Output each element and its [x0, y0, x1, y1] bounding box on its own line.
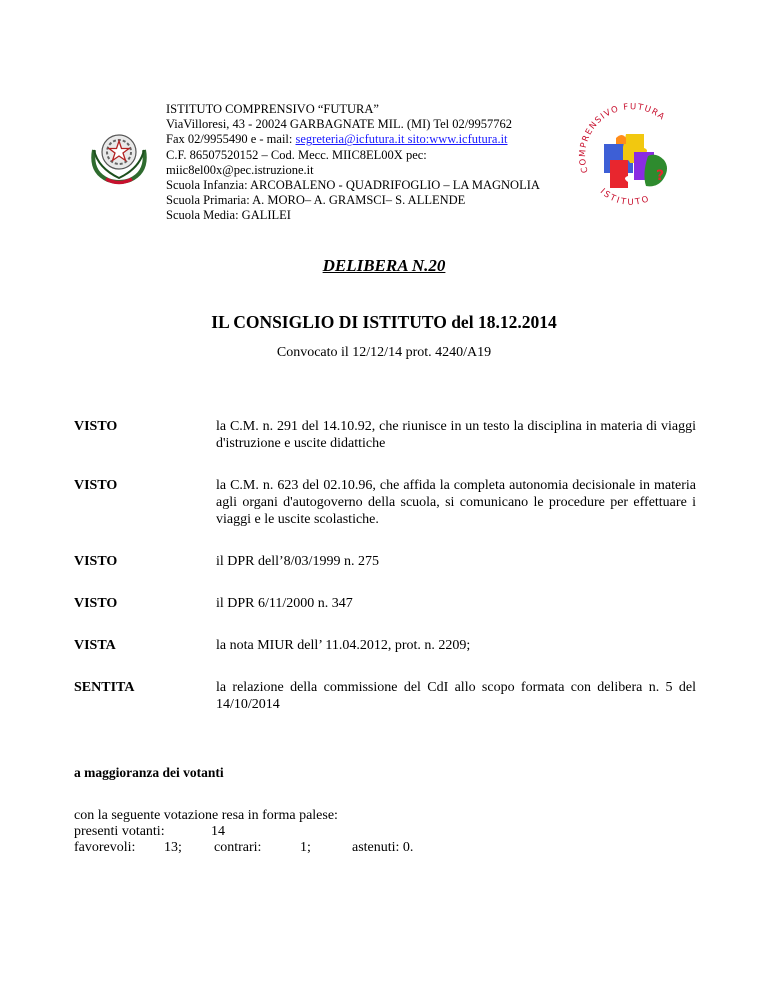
istituto-futura-logo-icon — [574, 100, 688, 214]
svg-text:?: ? — [656, 168, 665, 184]
convocation-text: Convocato il 12/12/14 prot. 4240/A19 — [276, 345, 492, 360]
premises-list — [74, 418, 696, 738]
logo-bottom-text: ISTITUTO — [597, 186, 653, 208]
premise-row — [74, 553, 696, 570]
favor-label: favorevoli: — [74, 840, 136, 855]
present-voters-label: presenti votanti: — [74, 824, 165, 839]
website-link[interactable]: sito:www.icfutura.it — [404, 132, 508, 147]
abstain-text: astenuti: 0. — [352, 840, 414, 855]
premise-text: il DPR dell’8/03/1999 n. 275 — [216, 554, 379, 569]
majority-statement: a maggioranza dei votanti — [74, 765, 224, 780]
svg-text:ISTITUTO — [598, 187, 652, 208]
premise-keyword: VISTO — [74, 554, 118, 569]
premise-text: la C.M. n. 291 del 14.10.92, che riunisce in un testo la disciplina in materia di viaggi d'istruzione e uscite didattiche — [216, 419, 696, 451]
premise-row — [74, 477, 696, 528]
middle-school: Scuola Media: GALILEI — [166, 208, 291, 223]
logo-ring-text: COMPRENSIVO FUTURA — [578, 102, 667, 174]
favor-value: 13; — [164, 840, 182, 855]
school-name: ISTITUTO COMPRENSIVO “FUTURA” — [166, 102, 379, 116]
school-contacts — [166, 132, 566, 147]
puzzle-pieces — [604, 134, 667, 188]
premise-text: il DPR 6/11/2000 n. 347 — [216, 596, 353, 611]
primary-schools: Scuola Primaria: A. MORO– A. GRAMSCI– S. ALLENDE — [166, 193, 466, 208]
italian-republic-emblem-icon — [86, 120, 152, 186]
premise-keyword: VISTO — [74, 596, 118, 611]
premise-keyword: SENTITA — [74, 680, 135, 695]
against-label: contrari: — [214, 840, 262, 855]
kindergarten-schools: Scuola Infanzia: ARCOBALENO - QUADRIFOGLIO – LA MAGNOLIA — [166, 178, 540, 193]
fiscal-code: C.F. 86507520152 – Cod. Mecc. MIIC8EL00X pec: — [166, 147, 427, 162]
premise-text: la C.M. n. 623 del 02.10.96, che affida la completa autonomia decisionale in materia agli organi d'autogoverno della scuola, si comunicano le procedure per effettuare i viaggi e le uscite scolastiche. — [216, 478, 696, 527]
premise-keyword: VISTA — [74, 638, 116, 653]
premise-text: la relazione della commissione del CdI allo scopo formata con delibera n. 5 del 14/10/2014 — [216, 680, 696, 712]
present-voters-value: 14 — [211, 824, 225, 839]
vote-intro: con la seguente votazione resa in forma palese: — [74, 808, 338, 823]
premise-keyword: VISTO — [74, 478, 118, 493]
council-title: IL CONSIGLIO DI ISTITUTO del 18.12.2014 — [211, 312, 557, 332]
pec-address: miic8el00x@pec.istruzione.it — [166, 162, 314, 177]
school-header — [166, 102, 566, 224]
school-address: ViaVilloresi, 43 - 20024 GARBAGNATE MIL. (MI) Tel 02/9957762 — [166, 117, 512, 132]
premise-row — [74, 637, 696, 654]
premise-row — [74, 595, 696, 612]
fax-text: Fax 02/9955490 e - mail: — [166, 132, 296, 147]
deliberation-title: DELIBERA N.20 — [322, 256, 446, 275]
against-value: 1; — [300, 840, 311, 855]
premise-row — [74, 418, 696, 452]
premise-row — [74, 679, 696, 713]
premise-text: la nota MIUR dell’ 11.04.2012, prot. n. 2209; — [216, 638, 471, 653]
premise-keyword: VISTO — [74, 419, 118, 434]
email-link[interactable]: segreteria@icfutura.it — [295, 132, 405, 147]
